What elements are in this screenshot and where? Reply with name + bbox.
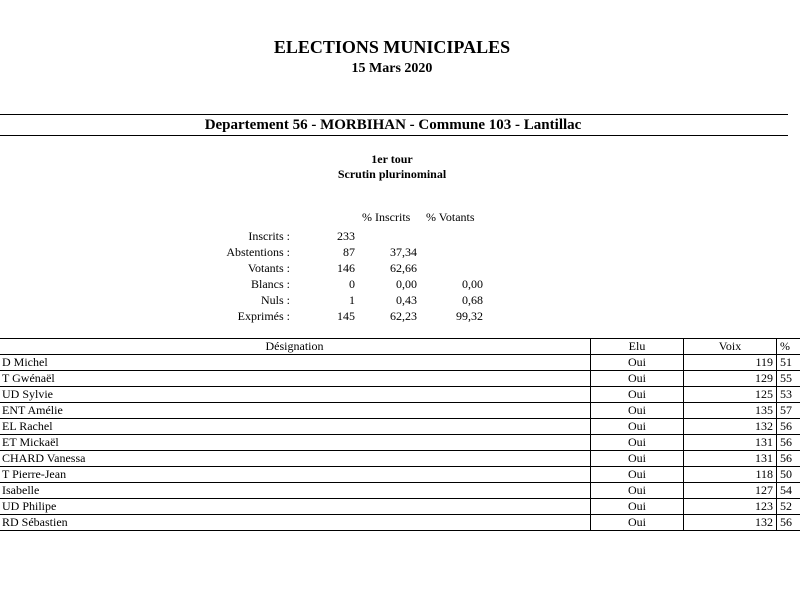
- candidate-name: T Pierre-Jean: [0, 467, 591, 483]
- table-row: [0, 451, 800, 467]
- table-row: [0, 499, 800, 515]
- candidate-name: T Gwénaël: [0, 371, 591, 387]
- candidate-pct: 56: [777, 435, 800, 451]
- candidate-elected: Oui: [591, 403, 684, 419]
- stats-value: 146: [337, 261, 355, 275]
- candidate-elected: Oui: [591, 499, 684, 515]
- table-row: [0, 483, 800, 499]
- candidate-pct: 56: [777, 419, 800, 435]
- candidate-name: UD Philipe: [0, 499, 591, 515]
- stats-value: 145: [337, 309, 355, 323]
- table-header-row: [0, 339, 800, 355]
- candidate-name: CHARD Vanessa: [0, 451, 591, 467]
- stats-value: 0: [349, 277, 355, 291]
- candidate-votes: 131: [684, 451, 777, 467]
- candidate-pct: 53: [777, 387, 800, 403]
- candidate-elected: Oui: [591, 371, 684, 387]
- candidate-elected: Oui: [591, 483, 684, 499]
- stats-label: Blancs :: [251, 277, 290, 291]
- table-row: [0, 403, 800, 419]
- candidates-table: [0, 338, 800, 531]
- table-row: [0, 371, 800, 387]
- candidate-elected: Oui: [591, 467, 684, 483]
- candidate-votes: 129: [684, 371, 777, 387]
- table-row: [0, 515, 800, 531]
- candidate-pct: 57: [777, 403, 800, 419]
- candidate-votes: 132: [684, 419, 777, 435]
- header-elu: Elu: [591, 339, 684, 355]
- table-row: [0, 387, 800, 403]
- candidate-name: RD Sébastien: [0, 515, 591, 531]
- election-date: 15 Mars 2020: [351, 61, 433, 76]
- stats-label: Exprimés :: [237, 309, 290, 323]
- candidate-elected: Oui: [591, 387, 684, 403]
- candidate-pct: 56: [777, 515, 800, 531]
- candidate-elected: Oui: [591, 451, 684, 467]
- stats-pct-votants: 0,00: [462, 277, 483, 291]
- candidate-pct: 52: [777, 499, 800, 515]
- candidate-votes: 119: [684, 355, 777, 371]
- candidate-pct: 54: [777, 483, 800, 499]
- candidate-votes: 132: [684, 515, 777, 531]
- stats-label: Nuls :: [260, 293, 290, 307]
- candidate-elected: Oui: [591, 355, 684, 371]
- stats-header-inscrits: % Inscrits: [362, 210, 411, 224]
- ballot-type: Scrutin plurinominal: [337, 167, 447, 181]
- header-voix: Voix: [684, 339, 777, 355]
- stats-label: Abstentions :: [226, 245, 290, 259]
- candidate-name: ET Mickaël: [0, 435, 591, 451]
- round-label: 1er tour: [371, 152, 413, 166]
- stats-pct-inscrits: 62,66: [390, 261, 417, 275]
- candidate-name: EL Rachel: [0, 419, 591, 435]
- candidate-name: ENT Amélie: [0, 403, 591, 419]
- stats-value: 233: [337, 229, 355, 243]
- candidate-elected: Oui: [591, 419, 684, 435]
- candidate-pct: 51: [777, 355, 800, 371]
- stats-value: 87: [343, 245, 355, 259]
- candidate-pct: 50: [777, 467, 800, 483]
- table-row: [0, 355, 800, 371]
- table-row: [0, 435, 800, 451]
- candidates-body: [0, 355, 800, 531]
- page-title: ELECTIONS MUNICIPALES: [273, 37, 511, 57]
- header-pct: %: [777, 339, 800, 355]
- stats-pct-votants: 99,32: [456, 309, 483, 323]
- candidate-pct: 56: [777, 451, 800, 467]
- candidate-votes: 125: [684, 387, 777, 403]
- candidate-name: Isabelle: [0, 483, 591, 499]
- candidate-votes: 118: [684, 467, 777, 483]
- stats-pct-inscrits: 0,00: [396, 277, 417, 291]
- candidate-name: UD Sylvie: [0, 387, 591, 403]
- stats-value: 1: [349, 293, 355, 307]
- table-row: [0, 467, 800, 483]
- table-row: [0, 419, 800, 435]
- stats-pct-inscrits: 0,43: [396, 293, 417, 307]
- header-designation: Désignation: [0, 339, 591, 355]
- candidate-votes: 127: [684, 483, 777, 499]
- stats-pct-votants: 0,68: [462, 293, 483, 307]
- stats-header-votants: % Votants: [426, 210, 475, 224]
- stats-pct-inscrits: 62,23: [390, 309, 417, 323]
- stats-label: Inscrits :: [248, 229, 290, 243]
- candidate-elected: Oui: [591, 435, 684, 451]
- candidate-votes: 135: [684, 403, 777, 419]
- candidate-pct: 55: [777, 371, 800, 387]
- stats-label: Votants :: [247, 261, 290, 275]
- department-line: Departement 56 - MORBIHAN - Commune 103 - Lantillac: [0, 114, 788, 136]
- candidate-name: D Michel: [0, 355, 591, 371]
- candidate-votes: 123: [684, 499, 777, 515]
- candidate-elected: Oui: [591, 515, 684, 531]
- candidate-votes: 131: [684, 435, 777, 451]
- stats-pct-inscrits: 37,34: [390, 245, 417, 259]
